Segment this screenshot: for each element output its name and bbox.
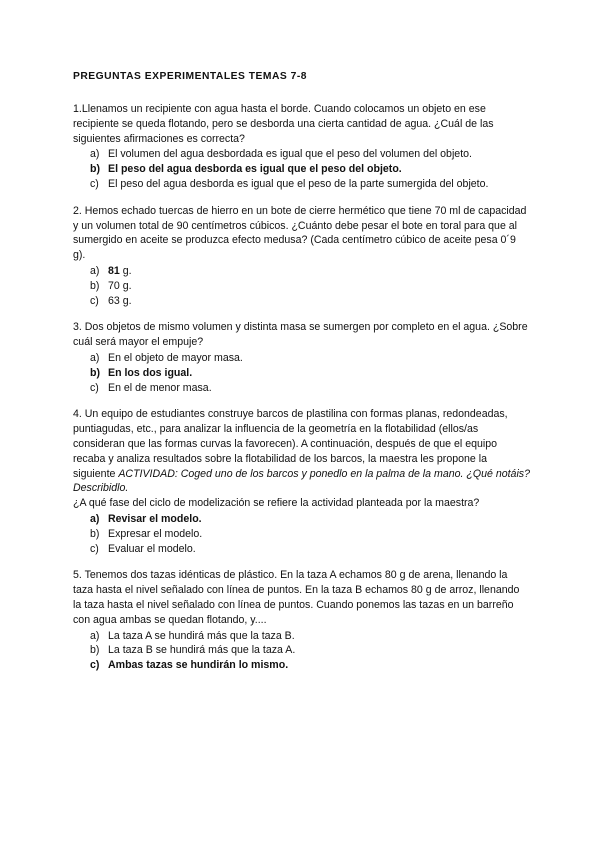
- option-b: [73, 279, 530, 294]
- question-1: [73, 102, 530, 192]
- options-list: [73, 264, 530, 308]
- option-letter: c): [90, 381, 99, 394]
- question-text: 3. Dos objetos de mismo volumen y distinta masa se sumergen por completo en el agua. ¿Sobre cuál será mayor el empuje?: [73, 321, 528, 349]
- option-text: Revisar el modelo.: [108, 512, 202, 525]
- option-b: [73, 162, 530, 177]
- option-text: 70 g.: [108, 279, 132, 292]
- question-5: [73, 568, 530, 673]
- question-text: 5. Tenemos dos tazas idénticas de plástico. En la taza A echamos 80 g de arena, llenando la taza hasta el nivel señalado con línea de puntos. En la taza B echamos 80 g de arroz, llenando la taza hasta el nivel señalado con línea de puntos. Cuando ponemos las tazas en un barreño con agua ambas se quedan flotando, y....: [73, 569, 520, 626]
- question-3: [73, 320, 530, 395]
- question-text: [73, 407, 530, 496]
- option-c: [73, 542, 530, 557]
- question-text: 1.Llenamos un recipiente con agua hasta el borde. Cuando colocamos un objeto en ese recipiente se queda flotando, pero se desborda una cierta cantidad de agua. ¿Cuál de las siguientes afirmaciones es correcta?: [73, 103, 494, 145]
- options-list: [73, 512, 530, 556]
- option-a: [73, 264, 530, 279]
- option-letter: c): [90, 294, 99, 307]
- option-letter: a): [90, 264, 100, 277]
- option-letter: b): [90, 644, 100, 657]
- option-letter: a): [90, 351, 100, 364]
- activity-text: ACTIVIDAD: Coged uno de los barcos y ponedlo en la palma de la mano. ¿Qué notáis? Describidlo.: [73, 467, 530, 495]
- option-a: [73, 351, 530, 366]
- option-text: El volumen del agua desbordada es igual que el peso del volumen del objeto.: [108, 148, 472, 161]
- option-c: [73, 381, 530, 396]
- option-text: 63 g.: [108, 294, 132, 307]
- option-letter: a): [90, 629, 100, 642]
- option-letter: a): [90, 512, 100, 525]
- option-c: [73, 658, 530, 673]
- option-text: [108, 264, 530, 279]
- option-number: 81: [108, 264, 120, 277]
- options-list: [73, 351, 530, 395]
- option-letter: a): [90, 148, 100, 161]
- option-c: [73, 294, 530, 309]
- option-a: [73, 629, 530, 644]
- question-text: 2. Hemos echado tuercas de hierro en un bote de cierre hermético que tiene 70 ml de capacidad y un volumen total de 90 centímetros cúbicos. ¿Cuánto debe pesar el bote en toral para que al sumergido en aceite se produzca efecto medusa? (Cada centímetro cúbico de aceite pesa 0´9 g).: [73, 204, 527, 262]
- question-4: [73, 407, 530, 556]
- option-text: En el objeto de mayor masa.: [108, 351, 243, 364]
- option-letter: c): [90, 542, 99, 555]
- question-body: 4. Un equipo de estudiantes construye barcos de plastilina con formas planas, redondeadas, puntiagudas, etc., para analizar la influencia de la geometría en la flotabilidad (ellos/as consideran que las formas curvas la favorecen). A continuación, después de que el equipo recaba y analiza resultados sobre la flotabilidad de los barcos, la maestra les propone la siguiente: [73, 408, 508, 480]
- option-text: En los dos igual.: [108, 366, 193, 379]
- option-text: En el de menor masa.: [108, 381, 212, 394]
- option-letter: b): [90, 527, 100, 540]
- document-title: PREGUNTAS EXPERIMENTALES TEMAS 7-8: [73, 71, 308, 82]
- option-text: Expresar el modelo.: [108, 527, 203, 540]
- option-text: Ambas tazas se hundirán lo mismo.: [108, 659, 289, 672]
- option-letter: b): [90, 366, 100, 379]
- option-text: La taza A se hundirá más que la taza B.: [108, 629, 295, 642]
- option-b: [73, 527, 530, 542]
- option-unit: g.: [119, 264, 132, 277]
- question-2: [73, 204, 530, 309]
- options-list: [73, 629, 530, 673]
- option-text: El peso del agua desborda es igual que el peso del objeto.: [108, 163, 402, 176]
- option-text: El peso del agua desborda es igual que el peso de la parte sumergida del objeto.: [108, 177, 489, 190]
- option-a: [73, 512, 530, 527]
- question-prompt: ¿A qué fase del ciclo de modelización se refiere la actividad planteada por la maestra?: [73, 497, 480, 510]
- option-b: [73, 643, 530, 658]
- option-c: [73, 177, 530, 192]
- option-letter: b): [90, 163, 100, 176]
- option-letter: c): [90, 659, 100, 672]
- option-a: [73, 147, 530, 162]
- option-letter: c): [90, 177, 99, 190]
- option-text: Evaluar el modelo.: [108, 542, 196, 555]
- options-list: [73, 147, 530, 191]
- option-text: La taza B se hundirá más que la taza A.: [108, 644, 296, 657]
- option-b: [73, 366, 530, 381]
- option-letter: b): [90, 279, 100, 292]
